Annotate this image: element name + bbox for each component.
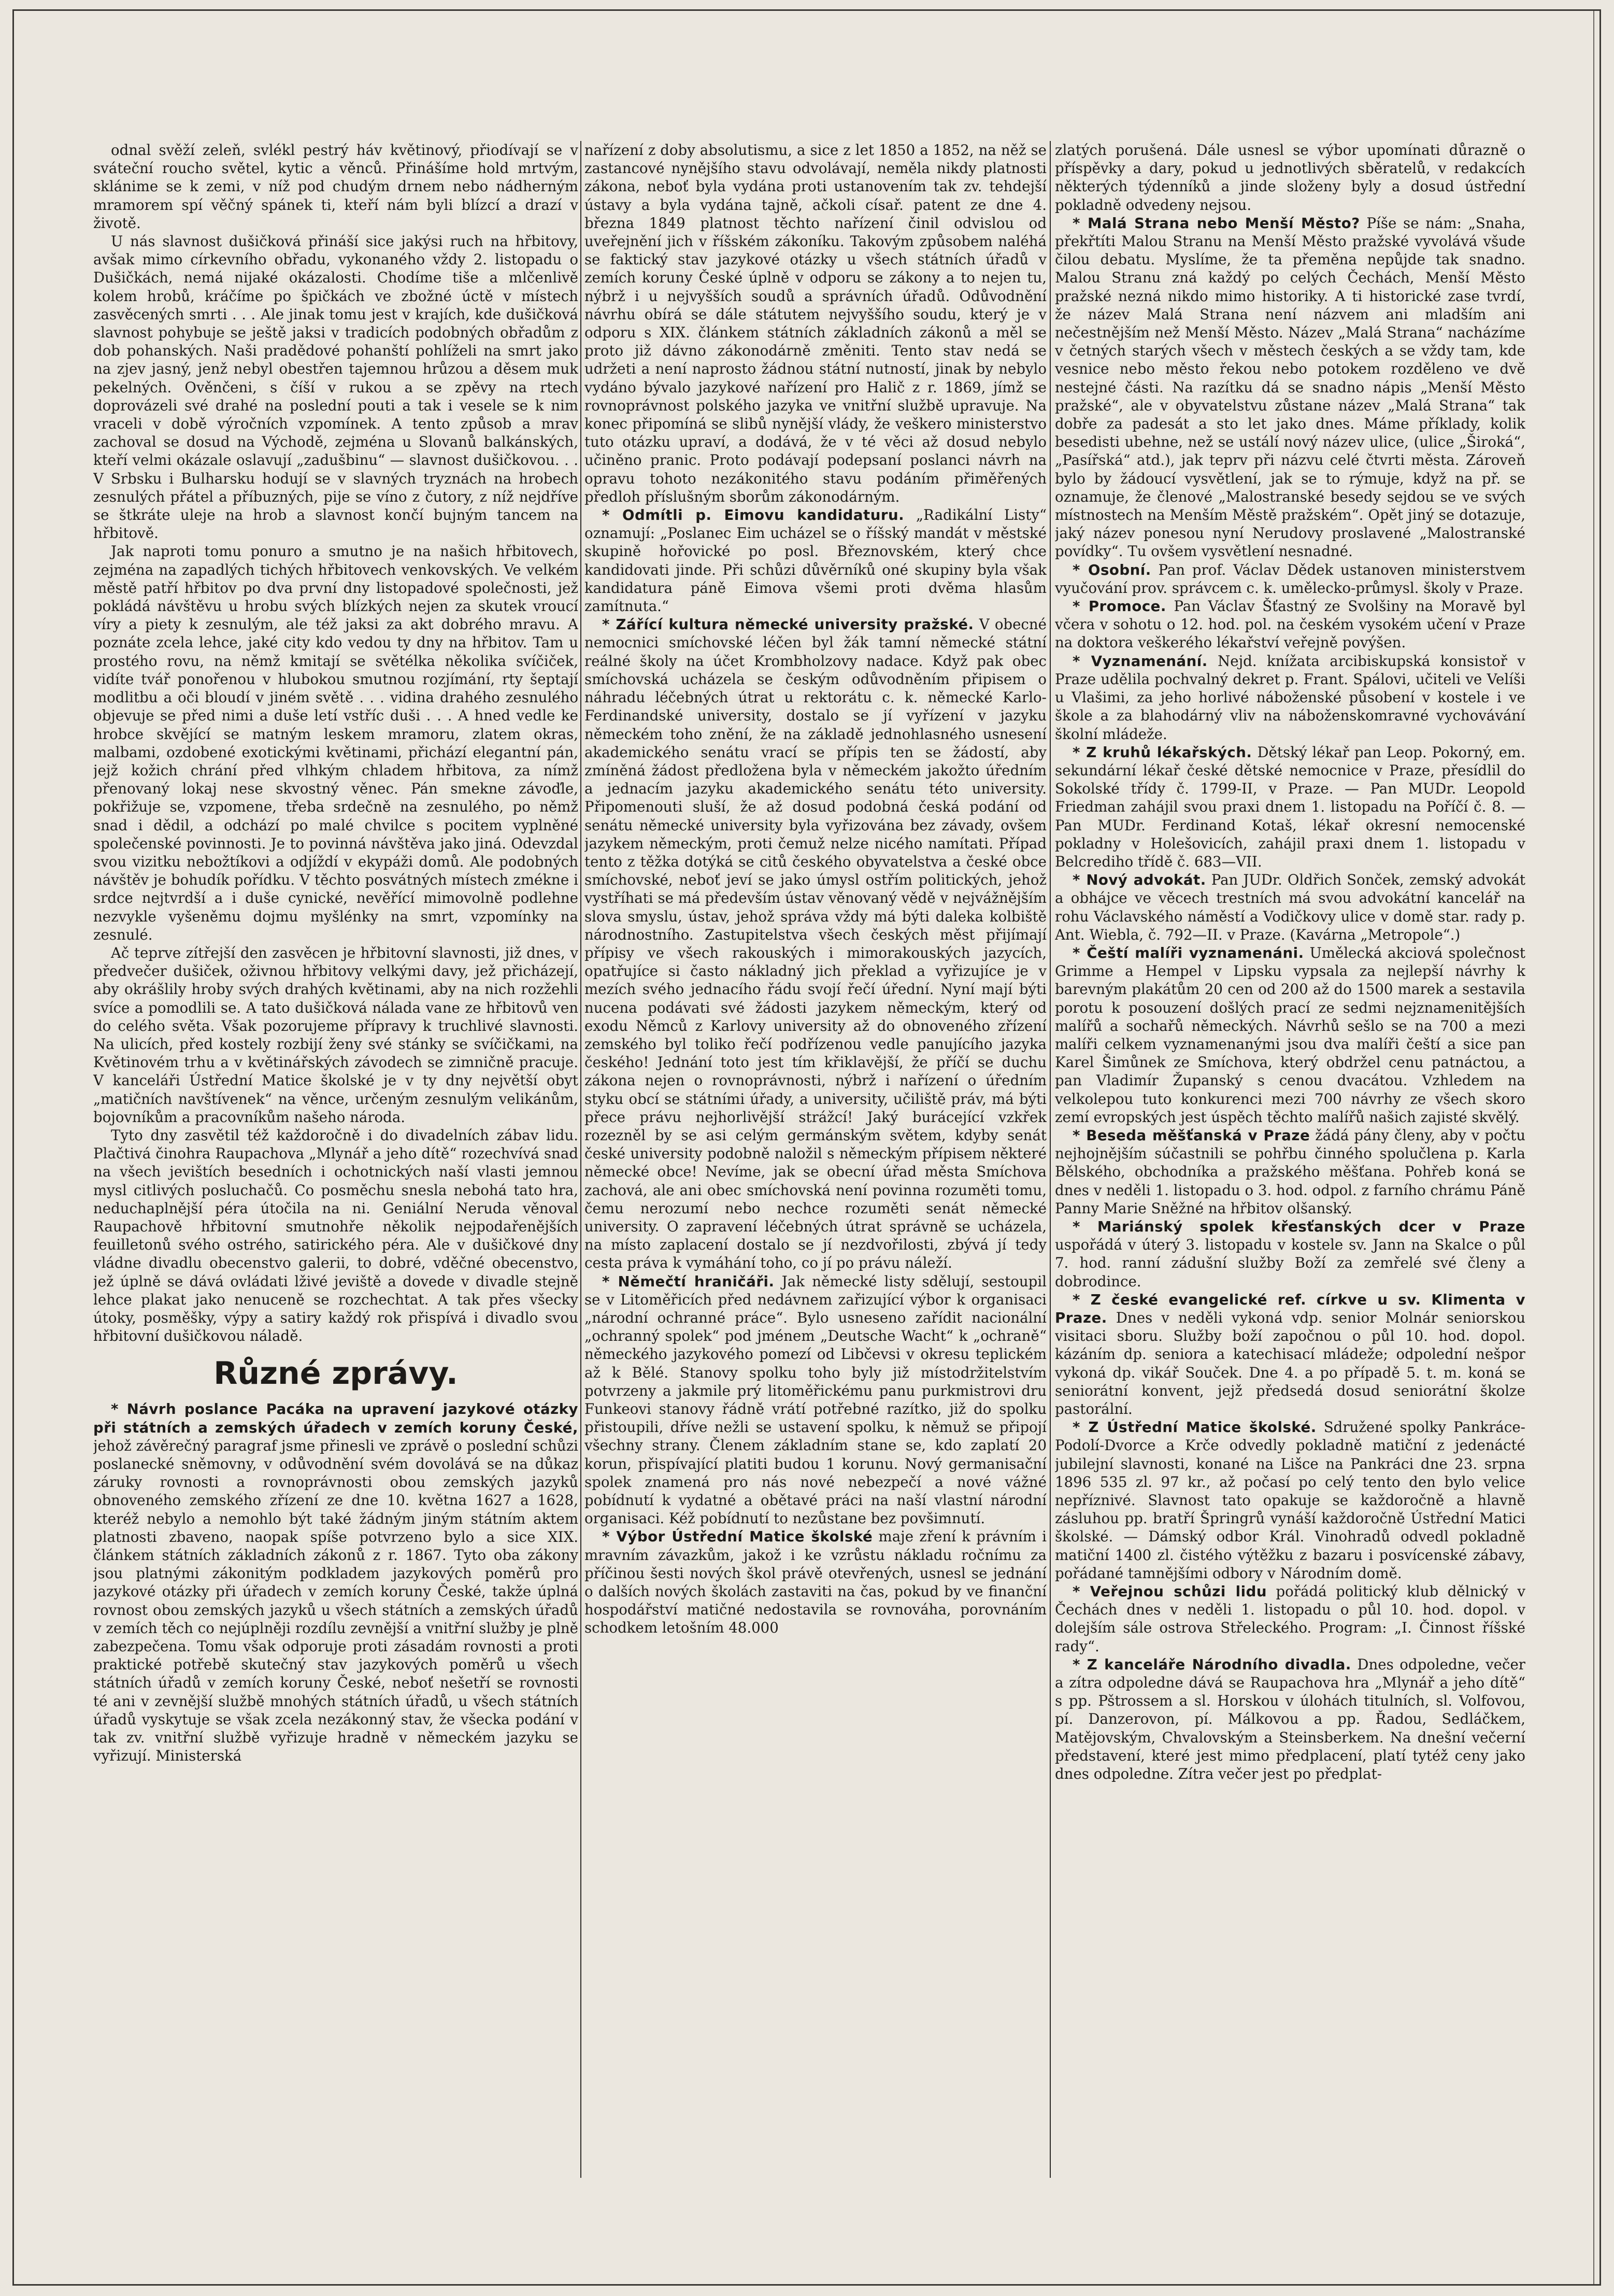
article-paragraph: Ač teprve zítřejší den zasvěcen je hřbitovní slavnosti, již dnes, v předvečer dušiček, oživnou hřbitovy velkými davy, jež přicházejí, aby okrášlily hroby svých drahých květinami, aby na nich rozžehli svíce a pomodlili se. A tato dušičková nálada vane ze hřbitovů ven do celého světa. Však pozorujeme přípravy k truchlivé slavnosti. Na ulicích, před kostely rozbijí ženy své stánky se svíčičkami, na Květinovém trhu a v květinářských závodech se zimničně pracuje. V kanceláři Ústřední Matice školské je v ty dny největší obyt „matičních navštívenek“ na věnce, určeným zesnulým velikánům, bojovníkům a pracovníkům našeho národa.: [93, 944, 578, 1126]
article-paragraph: Tyto dny zasvětil též každoročně i do divadelních zábav lidu. Plačtivá činohra Raupachova „Mlynář a jeho dítě“ rozechvívá snad na všech jevištích besedních i ochotnických naší vlasti jemnou mysl citlivých posluchačů. Co posměchu snesla nebohá tato hra, neduchaplnější péra útočila na ni. Geniální Neruda věnoval Raupachově hřbitovní smutnohře několik nejpodařenějších feuilletonů svého ostrého, satirického péra. Ale v dušičkové dny vládne divadlu obecenstvo galerii, to dobré, vděčné obecenstvo, jež úplně se dává ovládati lživé jeviště a dovede v divadle stejně lehce plakat jako nenuceně se rozchechtat. A tak přes všecky útoky, posměšky, výpy a satiry každý rok přispívá i divadlo svou hřbitovní dušičkovou náladě.: [93, 1126, 578, 1345]
news-headline: * Výbor Ústřední Matice školské: [602, 1528, 873, 1546]
article-paragraph: Jak naproti tomu ponuro a smutno je na našich hřbitovech, zejména na zapadlých tichých hřbitovech venkovských. Ve velkém městě patří hřbitov po dva první dny listopadové společnosti, jež pokládá návštěvu u hrobu svých blízkých nejen za skutek vroucí víry a piety k zesnulým, ale též jaksi za akt dobrého mravu. A poznáte zcela lehce, jaké city kdo vedou ty dny na hřbitov. Tam u prostého rovu, na němž kmitají se světélka několika svíčiček, vidíte tvář ponořenou v hlubokou smutnou rozjímání, rty šeptají modlitbu a oči bloudí v jiném světě . . . vidina drahého zesnulého objevuje se před nimi a duše letí vstříc duši . . . A hned vedle ke hrobce skvějící se matným leskem mramoru, zlatem okras, malbami, ozdobené exotickými květinami, přichází elegantní pán, jejž kožich chrání před vlhkým chladem hřbitova, za nímž přenovaný lokaj nese skvostný věnec. Pán smekne závoďle, pokřižuje se, vzpomene, třeba srdečně na zesnulého, po němž snad i dědil, a odchází po malé chvilce s pocitem vyplněné společenské povinnosti. Je to povinná návštěva jako jiná. Odevzdal svou vizitku nebožtíkovi a odjíždí v ekypáži domů. Ale podobných návštěv je bohudík pořídku. V těchto posvátných místech zmékne i srdce nejtvrdší a i duše cynické, nevěřící mimovolně podlehne nezvykle vyšeněmu dojmu myšlénky na smrt, vzpomínky na zesnulé.: [93, 543, 578, 943]
column-3: [1055, 141, 1525, 2178]
news-headline: * Z kruhů lékařských.: [1073, 743, 1252, 761]
column-2: [584, 141, 1047, 2178]
news-item: [584, 1527, 1047, 1637]
news-body: Umělecká akciová společnost Grimme a Hempel v Lipsku vypsala za nejlepší návrhy k barevným plakátům 20 cen od 200 až do 1500 marek a sestavila porotu k posouzení došlých prací ze sedmi nejznamenitějších malířů a sochařů německých. Návrhů sešlo se na 700 a mezi malíři celkem vyznamenanými jsou dva malíři čeští a sice pan Karel Šimůnek ze Smíchova, který obdržel cenu patnáctou, a pan Vladimír Županský s cenou dvacátou. Vzhledem na velkolepou tuto konkurenci mezi 700 návrhy ze všech skoro zemí evropských jest úspěch těchto malířů našich zajisté skvělý.: [1055, 944, 1525, 1126]
news-headline: * Z české evangelické ref. církve u sv. Klimenta v Praze.: [1055, 1291, 1525, 1326]
column-divider: [1050, 141, 1051, 2178]
news-headline: * Nový advokát.: [1073, 871, 1206, 889]
news-body: Dnes v neděli vykoná vdp. senior Molnár seniorskou visitaci sboru. Služby boží započnou o půl 10. hod. dopol. kázáním dp. seniora a katechisací mládeže; odpolední nešpor vykoná dp. vikář Souček. Dne 4. a po případě 5. t. m. koná se seniorátní konvent, jejž předsedá dosud seniorátní školze pastorální.: [1055, 1309, 1525, 1418]
news-body: Píše se nám: „Snaha, překřtíti Malou Stranu na Menší Město pražské vyvolává všude čilou debatu. Myslíme, že ta přeměna nepůjde tak snadno. Malou Stranu zná každý po celých Čechách, Menší Město pražské nezná nikdo mimo historiky. A ti historické zase tvrdí, že název Malá Strana není názvem ani mladším ani nečestnějším než Menší Město. Název „Malá Strana“ nacházíme v četných starých všech v městech českých a se vždy tam, kde vesnice nebo město řekou nebo potokem rozděleno ve dvě nestejné části. Na razítku dá se snadno nápis „Menší Město pražské“, ale v obyvatelstvu zůstane název „Malá Strana“ tak dobře za padesát a sto let jako dnes. Máme příklady, kolik besedisti ubehne, než se ustálí nový název ulice, (ulice „Široká“, „Pasířská“ atd.), jak teprv při názvu celé čtvrti města. Zároveň bylo by žádoucí vysvětlení, jak se to rýmuje, když na př. se oznamuje, že členové „Malostranské besedy sejdou se ve svých místnostech na Menším Městě pražském“. Opět jiný se dotazuje, jaký název ponesou nyní Nerudovy proslavené „Malostranské povídky“. Tu ovšem vysvětlení nesnadné.: [1055, 214, 1525, 560]
news-item: [1055, 743, 1525, 871]
news-body: Pan JUDr. Oldřich Sonček, zemský advokát a obhájce ve věcech trestních má svou advokátní kancelář na rohu Václavského náměstí a Vodičkovy ulice v domě star. rady p. Ant. Wiebla, č. 792—II. v Praze. (Kavárna „Metropole“.): [1055, 871, 1525, 943]
news-item: [1055, 1655, 1525, 1783]
section-heading: Různé zprávy.: [213, 1355, 458, 1392]
news-item: [1055, 561, 1525, 597]
news-item: [1055, 871, 1525, 944]
news-headline: * Z Ústřední Matice školské.: [1073, 1419, 1317, 1436]
article-continuation: nařízení z doby absolutismu, a sice z let 1850 a 1852, na něž se zastancové nynějšího stavu odvolávají, neměla nikdy platnosti zákona, neboť byla vydána proti ustanovením tak zv. tehdejší ústavy a byla vydána tajně, ačkoli císař. patent ze dne 4. března 1849 platnost těchto nařízení činil odvislou od uveřejnění jich v říšském zákoníku. Takovým způsobem naléhá se faktický stav jazykové otázky u všech státních úřadů v zemích koruny České úplně v odporu se zákony a to nejen tu, nýbrž i u nejvyšších soudů a správních úřadů. Odůvodnění návrhu obírá se dále státutem nejvyššího soudu, který je v odporu s XIX. článkem státních základních zákonů a měl se proto již dávno zákonodárně změniti. Tento stav nedá se udržeti a není naprosto žádnou státní nutností, jinak by nebylo vydáno bývalo jazykové nařízení pro Halič z r. 1869, jímž se rovnoprávnost polského jazyka ve vnitřní službě upravuje. Na konec připomíná se slibů nynější vlády, že veškero ministerstvo tuto otázku upraví, a dodává, že v té věci až dosud nebylo učiněno pranic. Proto podávají podepsaní poslanci návrh na opravu tohoto nezákonitého stavu podáním přiměřených předloh příslušným sborům zákonodárným.: [584, 141, 1047, 505]
news-body: Pan Václav Šťastný ze Svolšiny na Moravě byl včera v sohotu o 12. hod. pol. na českém vysokém učení v Praze na doktora veškerého lékařství veřejně povýšen.: [1055, 598, 1525, 651]
news-headline: * Vyznamenání.: [1073, 652, 1208, 670]
news-item: [584, 1272, 1047, 1528]
article-paragraph: U nás slavnost dušičková přináší sice jakýsi ruch na hřbitovy, avšak mimo církevního obřadu, vykonaného vždy 2. listopadu o Dušičkách, nemá nijaké okázalosti. Chodíme tiše a mlčenlivě kolem hrobů, kráčíme po špičkách ve zbožné úctě v místech zasvěcených smrti . . . Ale jinak tomu jest v krajích, kde dušičková slavnost pohybuje se ještě jaksi v tradicích podobných obřadům z dob pohanských. Naši pradědové pohanští pohlíželi na smrt jako na zjev jasný, jenž nebyl obestřen tajemnou hrůzou a děsem muk pekelných. Ověnčeni, s číší v rukou a se zpěvy na rtech doprovázeli své drahé na poslední pouti a tak i vesele se k nim vraceli v době výročních vzpomínek. A tento způsob a mrav zachoval se dosud na Východě, zejména u Slovanů balkánských, kteří velmi okázale oslavují „zadušbinu“ — slavnost dušičkovou. . . V Srbsku i Bulharsku hodují se v slavných tryznách na hrobech zesnulých přátel a příbuzných, pije se víno z čutory, z níž nejdříve se štkráte uleje na hrob a slavnost končí bujným tancem na hřbitově.: [93, 233, 578, 542]
news-body: žádá pány členy, aby v počtu nejhojnějším súčastnili se pohřbu činného spolučlena p. Karla Bělského, obchodníka a pražského měšťana. Pohřeb koná se dnes v neděli 1. listopadu o 3. hod. odpol. z farního chrámu Páně Panny Marie Sněžné na hřbitov olšanský.: [1055, 1126, 1525, 1217]
news-body: „Radikální Listy“ oznamují: „Poslanec Eim ucházel se o říšský mandát v městské skupině hořovické po posl. Březnovském, který chce kandidovati jinde. Při schůzi důvěrníků oné skupiny byla však kandidatura páně Eimova všemi proti dvěma hlasům zamítnuta.“: [584, 506, 1047, 615]
news-body: Dnes odpoledne, večer a zítra odpoledne dává se Raupachova hra „Mlynář a jeho dítě“ s pp. Pštrossem a sl. Horskou v úlohách titulních, sl. Volfovou, pí. Danzerovon, pí. Málkovou a pp. Řadou, Sedláčkem, Matějovským, Chvalovským a Steinsberkem. Na dnešní večerní představení, které jest mimo předplacení, platí tytéž ceny jako dnes odpoledne. Zítra večer jest po předplat-: [1055, 1655, 1525, 1783]
news-item: [1055, 1582, 1525, 1655]
news-body: uspořádá v úterý 3. listopadu v kostele sv. Jann na Skalce o půl 7. hod. ranní zádušní služby Boží za zemřelé své členy a dobrodince.: [1055, 1236, 1525, 1290]
article-continuation: zlatých porušená. Dále usnesl se výbor upomínati důrazně o příspěvky a dary, pokud u jednotlivých sběratelů, v redakcích některých týdenníků a jinde složeny byly a dosud ústřední pokladně odvedeny nejsou.: [1055, 141, 1525, 214]
news-item: [1055, 1217, 1525, 1291]
news-body: Dětský lékař pan Leop. Pokorný, em. sekundární lékař české dětské nemocnice v Praze, přesídlil do Sokolské třídy č. 1799-II, v Praze. — Pan MUDr. Leopold Friedman zahájil svou praxi dnem 1. listopadu na Poříčí č. 8. — Pan MUDr. Ferdinand Kotaš, lékař okresní nemocenské pokladny v Holešovicích, zahájil praxi dnem 1. listopadu v Belcrediho třídě č. 683—VII.: [1055, 743, 1525, 870]
news-body: Jak německé listy sdělují, sestoupil se v Litoměřicích před nedávnem zařizující výbor k organisaci „národní ochranné práce“. Bylo usneseno zařídit nacionální „ochranný spolek“ pod jménem „Deutsche Wacht“ k „ochraně“ německého jazykového pomezí od Libčevsi v okresu teplickém až k Bělé. Stanovy spolku toho byly již místodržitelstvím potvrzeny a jakmile prý litoměřickému panu purkmistrovi dru Funkeovi stanovy řádně vrátí potřebné razítko, již do spolku přistoupili, dříve nežli se ustavení spolku, k němuž se připojí všechny strany. Členem základním stane se, kdo zaplatí 20 korun, přispívající platiti budou 1 korunu. Nový germanisační spolek znamená pro nás nové nebezpečí a nové vážné pobídnutí k vydatné a obětavé práci na naší vlastní národní organisaci. Kéž pobídnutí to nezůstane bez povšimnutí.: [584, 1272, 1047, 1527]
news-headline: * Odmítli p. Eimovu kandidaturu.: [602, 506, 905, 524]
news-headline: * Návrh poslance Pacáka na upravení jazykové otázky při státních a zemských úřadech v zemích koruny České,: [93, 1400, 578, 1436]
news-item: [1055, 944, 1525, 1126]
news-body: Pan prof. Václav Dědek ustanoven ministerstvem vyučování prov. správcem c. k. umělecko-průmysl. školy v Praze.: [1055, 561, 1525, 597]
news-body: Nejd. knížata arcibiskupská konsistoř v Praze udělila pochvalný dekret p. Frant. Spálovi, učiteli ve Velíši u Vlašimi, za jeho horlivé náboženské působení v kostele i ve škole a za blahodárný vliv na náboženskomravné vychovávání školní mládeže.: [1055, 652, 1525, 743]
news-headline: * Beseda měšťanská v Praze: [1073, 1126, 1310, 1144]
news-body: jehož závěrečný paragraf jsme přinesli ve zprávě o poslední schůzi poslanecké sněmovny, v odůvodnění svém dovolává se na důkaz záruky rovnosti a rovnoprávnosti obou zemských jazyků obnoveného zemského zřízení ze dne 10. května 1627 a 1628, kteréž nebylo a nemohlo být také žádným jiným státním aktem platnosti zbaveno, naopak spíše potvrzeno bylo a sice XIX. článkem státních základních zákonů z r. 1867. Tyto oba zákony jsou platnými zákonitým podkladem jazykových poměrů pro jazykové otázky při úřadech v zemích koruny České, takže úplná rovnost obou zemských jazyků u všech státních a zemských úřadů v zemích těch co nejúplněji rozdílu zevnější a vnitřní služby je plně zabezpečena. Tomu však odporuje proti zásadám rovnosti a proti praktické potřebě skutečný stav jazykových poměrů u všech státních úřadů v zemích koruny České, neboť nešetří se rovnosti té ani v zevnější službě mnohých státních úřadů, u všech státních úřadů vyskytuje se však zcela nezákonný stav, že všecka podání v tak zv. vnitřní službě vyřizuje hradně v německém jazyku se vyřizují. Ministerská: [93, 1437, 578, 1765]
news-headline: * Malá Strana nebo Menší Město?: [1073, 214, 1360, 232]
article-paragraph: odnal svěží zeleň, svlékl pestrý háv květinový, přiodívají se v sváteční roucho světel, kytic a věnců. Přinášíme hold mrtvým, sklánime se k zemi, v níž pod chudým drnem nebo nádherným mramorem spí věčný spánek ti, kteří nám byli blízcí a drazí v životě.: [93, 141, 578, 232]
news-item: [1055, 1418, 1525, 1582]
column-1: [93, 141, 578, 2178]
news-body: maje zření k právním i mravním závazkům, jakož i ke vzrůstu nákladu ročnímu za příčinou šesti nových škol právě otevřených, usnesl se jednání o dalších nových školách zastaviti na čas, pokud by ve finanční hospodářství matičné nedostavila se rovnováha, porovnáním schodkem letošním 48.000: [584, 1528, 1047, 1637]
news-item: [93, 1400, 578, 1765]
news-headline: * Němečtí hraničáři.: [602, 1272, 775, 1290]
news-item: [1055, 652, 1525, 743]
news-item: [1055, 214, 1525, 561]
news-item: [1055, 597, 1525, 652]
news-item: [1055, 1291, 1525, 1418]
news-headline: * Mariánský spolek křesťanských dcer v Praze: [1073, 1217, 1525, 1235]
news-item: [584, 506, 1047, 615]
news-headline: * Promoce.: [1073, 598, 1166, 615]
column-divider: [580, 141, 581, 2178]
news-item: [584, 615, 1047, 1272]
news-body: pořádá politický klub dělnický v Čechách dnes v neděli 1. listopadu o půl 10. hod. dopol. v dolejším sále ostrova Střeleckého. Program: „I. Činnost říšské rady“.: [1055, 1583, 1525, 1655]
news-headline: * Zářící kultura německé university pražské.: [602, 616, 974, 633]
news-body: Sdružené spolky Pankráce-Podolí-Dvorce a Krče odvedly pokladně matiční z jedenácté jubilejní slavnosti, konané na Lišce na Pankráci dne 23. srpna 1896 535 zl. 97 kr., až počasí po celý tento den bylo velice nepříznivé. Slavnost tato opakuje se každoročně a hlavně zásluhou pp. bratří Špringrů vynáší každoročně Ústřední Matici školské. — Dámský odbor Král. Vinohradů odvedl pokladně matiční 1400 zl. čistého výtěžku z bazaru i posvícenské zábavy, pořádané tamnějšími odbory v Národním domě.: [1055, 1419, 1525, 1582]
news-headline: * Z kanceláře Národního divadla.: [1073, 1655, 1351, 1673]
news-headline: * Čeští malíři vyznamenáni.: [1073, 944, 1304, 961]
news-item: [1055, 1126, 1525, 1217]
news-headline: * Osobní.: [1073, 561, 1151, 578]
news-body: V obecné nemocnici smíchovské léčen byl žák tamní německé státní reálné školy na účet Krombholzovy nadace. Když pak obec smíchovská ucházela se českým odůvodněním připisem o náhradu léčebných útrat u rektorátu c. k. německé Karlo-Ferdinandské university, dostalo se jí vyřízení v jazyku německém toho znění, že na základě jednohlasného usnesení akademického senátu vrací se přípis ten se žádostí, aby zmíněná žádost předložena byla v německém jakožto úředním a jednacím jazyku akademického senátu této university. Připomenouti sluší, že až dosud podobná česká podání od senátu německé university byla vyřizována bez závady, ovšem jazykem německým, proti čemuž nelze nicého namítati. Případ tento z těžka dotýká se citů českého obyvatelstva a české obce smíchovské, neboť jeví se jako úmysl ostřím politických, jehož vystříhati se má především ústav věnovaný vědě v nejvážnějším slova smyslu, ústav, jehož správa vždy má býti daleka kolbiště národnostního. Zastupitelstva všech českých měst přijímají přípisy ve všech rakouských i mimorakouských jazycích, opatřujíce si často nákladný jich překlad a vyřizujíce je v mezích svého jednacího řádu svojí řečí úřední. Nyní mají býti nucena podávati své žádosti jazykem německým, který od exodu Němců z Karlovy university až do obnoveného zřízení zemského byl toliko řečí podřízenou vedle panujícího jazyka českého! Jednání toto jest tím křiklavější, že příčí se duchu zákona nejen o rovnoprávnosti, nýbrž i nařízení o úředním styku obcí se státními úřady, a university, učiliště práv, má býti přece právu nejhorlivější strážcí! Jaký burácející vzkřek rozezněl by se asi celým germánským světem, kdyby senát české university podobně naložil s německým přípisem některé německé obce! Nevíme, jak se obecní úřad města Smíchova zachová, ale ani obec smíchovská není povinna rozuměti tomu, čemu nerozumí nebo nechce rozuměti senát německé university. O zapravení léčebných útrat správně se ucházela, na místo zaplacení dostalo se jí nezdvořilosti, zbývá jí tedy cesta práva k vymáhání toho, co jí po právu náleží.: [584, 616, 1047, 1272]
news-headline: * Veřejnou schůzi lidu: [1073, 1583, 1267, 1600]
